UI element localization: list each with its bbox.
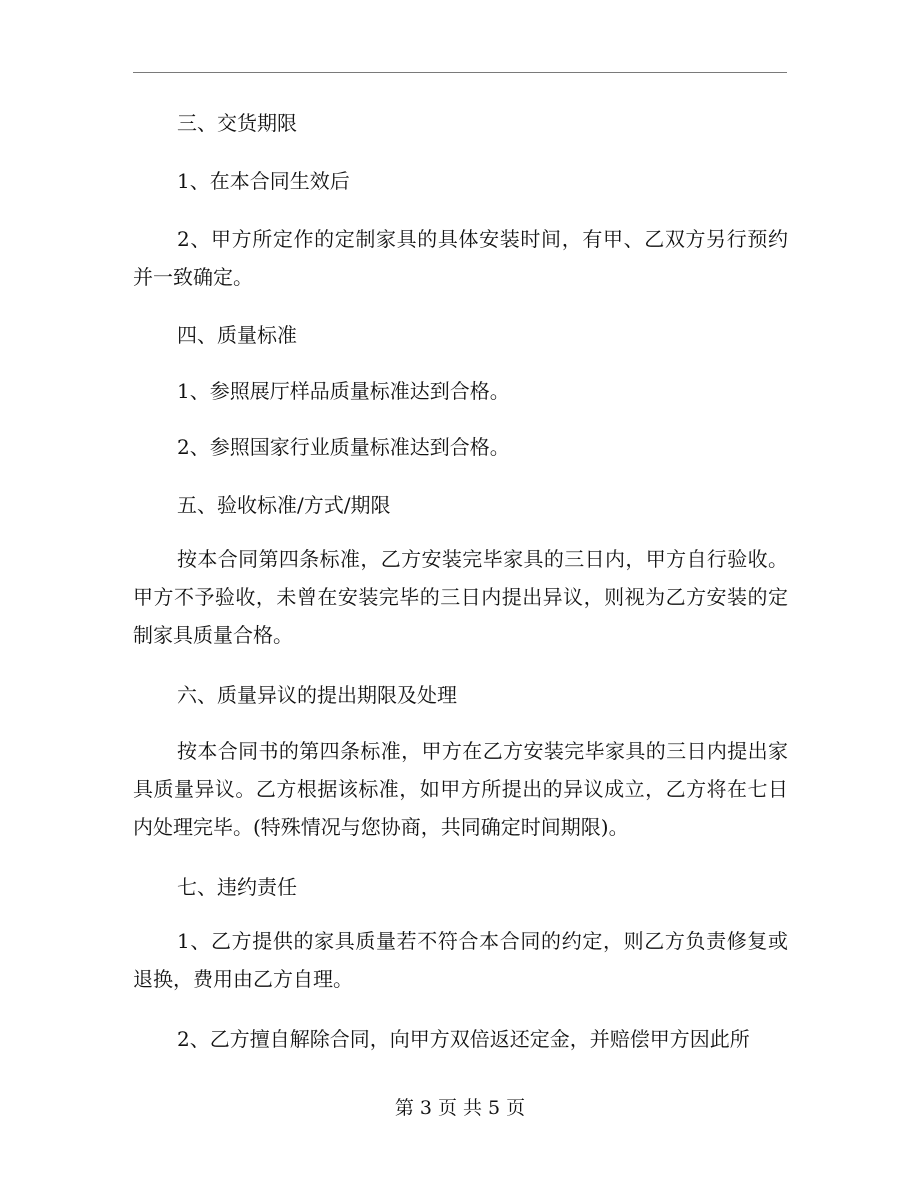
section-heading-quality-objection: 六、质量异议的提出期限及处理 [177,683,457,707]
section-heading-acceptance: 五、验收标准/方式/期限 [177,493,391,517]
section-heading-liability: 七、违约责任 [177,875,297,899]
paragraph-item: 2、甲方所定作的定制家具的具体安装时间，有甲、乙双方另行预约并一致确定。 [133,227,788,289]
section-heading-delivery: 三、交货期限 [177,111,297,135]
paragraph-item: 2、参照国家行业质量标准达到合格。 [177,435,510,459]
paragraph-item: 1、在本合同生效后 [177,169,350,193]
paragraph-body: 按本合同第四条标准，乙方安装完毕家具的三日内，甲方自行验收。甲方不予验收，未曾在安装完毕的三日内提出异议，则视为乙方安装的定制家具质量合格。 [133,547,788,647]
paragraph-body: 按本合同书的第四条标准，甲方在乙方安装完毕家具的三日内提出家具质量异议。乙方根据该标准，如甲方所提出的异议成立，乙方将在七日内处理完毕。(特殊情况与您协商，共同确定时间期限)。 [133,739,788,839]
paragraph-item: 1、参照展厅样品质量标准达到合格。 [177,379,510,403]
section-heading-quality: 四、质量标准 [177,323,297,347]
paragraph-item: 2、乙方擅自解除合同，向甲方双倍返还定金，并赔偿甲方因此所 [177,1027,750,1051]
header-divider [133,72,787,73]
page-number: 第 3 页 共 5 页 [394,1097,526,1119]
paragraph-item: 1、乙方提供的家具质量若不符合本合同的约定，则乙方负责修复或退换，费用由乙方自理。 [133,929,788,991]
